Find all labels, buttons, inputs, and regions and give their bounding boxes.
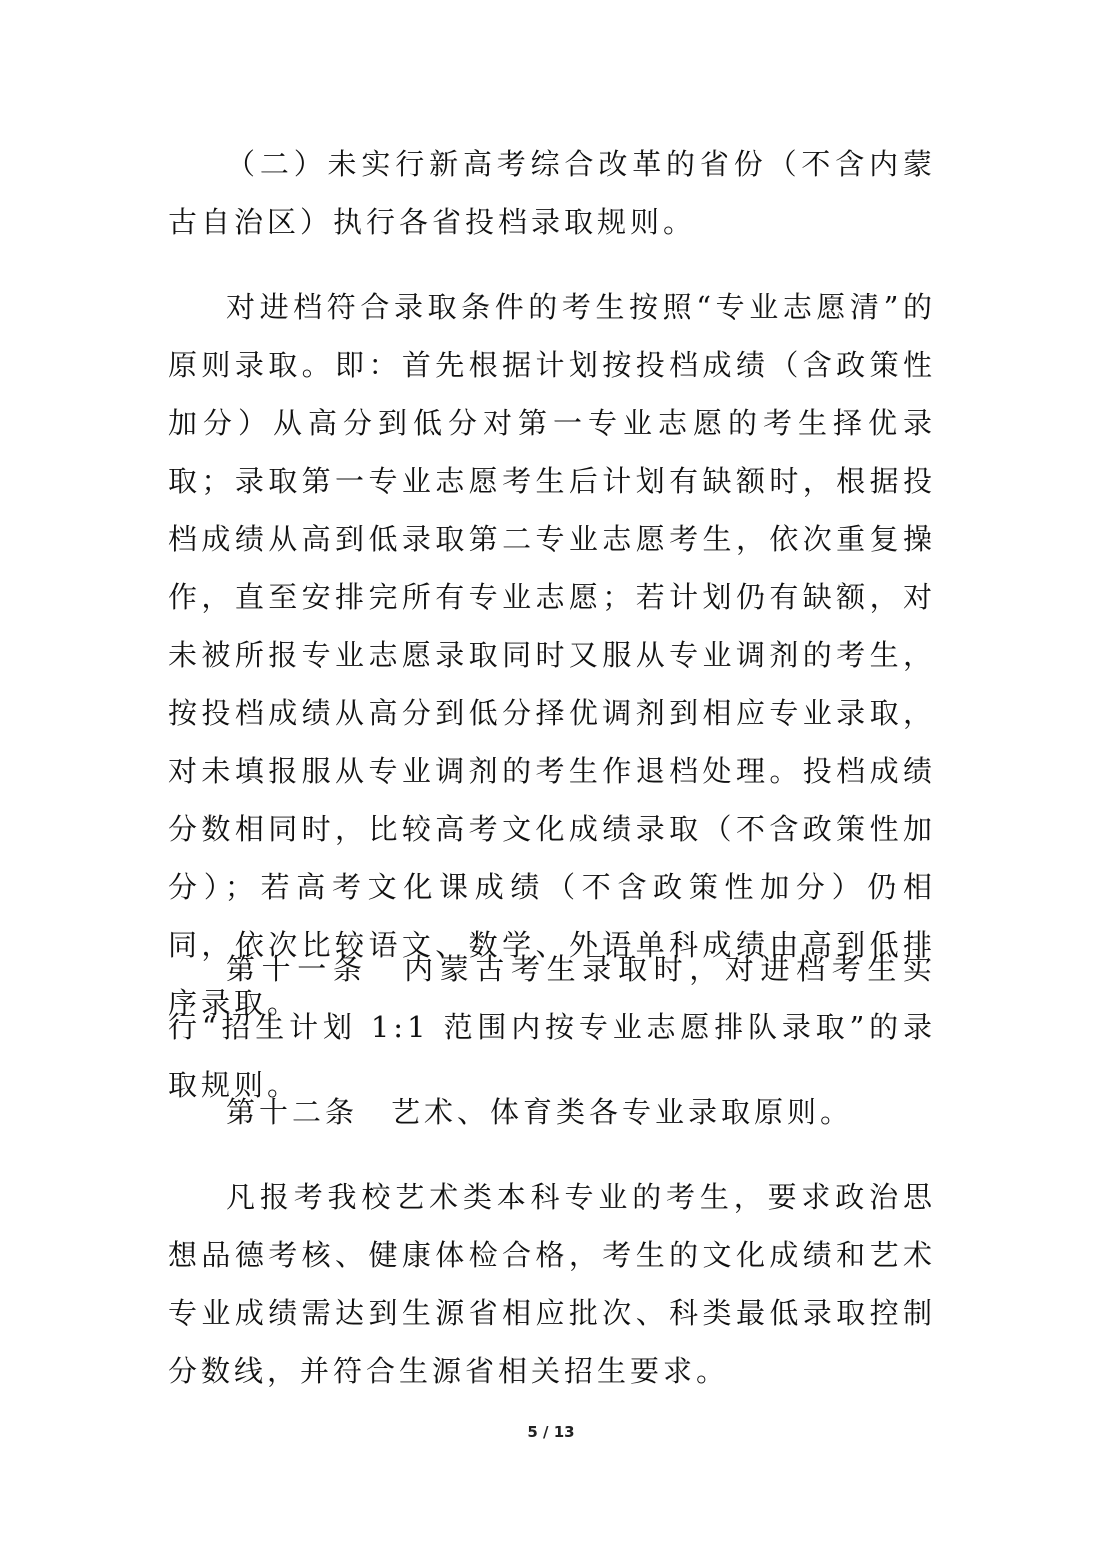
paragraph-admission-rules: 对进档符合录取条件的考生按照“专业志愿清”的原则录取。即：首先根据计划按投档成绩（含政策性加分）从高分到低分对第一专业志愿的考生择优录取；录取第一专业志愿考生后计划有缺额时，根据投档成绩从高到低录取第二专业志愿考生，依次重复操作，直至安排完所有专业志愿；若计划仍有缺额，对未被所报专业志愿录取同时又服从专业调剂的考生，按投档成绩从高分到低分择优调剂到相应专业录取，对未填报服从专业调剂的考生作退档处理。投档成绩分数相同时，比较高考文化成绩录取（不含政策性加分）；若高考文化课成绩（不含政策性加分）仍相同，依次比较语文、数学、外语单科成绩由高到低排序录取。 xyxy=(168,290,936,1020)
paragraph-article-12: 第十二条 艺术、体育类各专业录取原则。 xyxy=(226,1095,854,1129)
paragraph-unreformed-provinces: （二）未实行新高考综合改革的省份（不含内蒙古自治区）执行各省投档录取规则。 xyxy=(168,147,936,239)
paragraph-art-admission: 凡报考我校艺术类本科专业的考生，要求政治思想品德考核、健康体检合格，考生的文化成绩和艺术专业成绩需达到生源省相应批次、科类最低录取控制分数线，并符合生源省相关招生要求。 xyxy=(168,1180,936,1388)
page-number: 5 / 13 xyxy=(527,1423,575,1441)
paragraph-article-11: 第十一条 内蒙古考生录取时，对进档考生实行“招生计划 1:1 范围内按专业志愿排队录取”的录取规则。 xyxy=(168,952,936,1102)
